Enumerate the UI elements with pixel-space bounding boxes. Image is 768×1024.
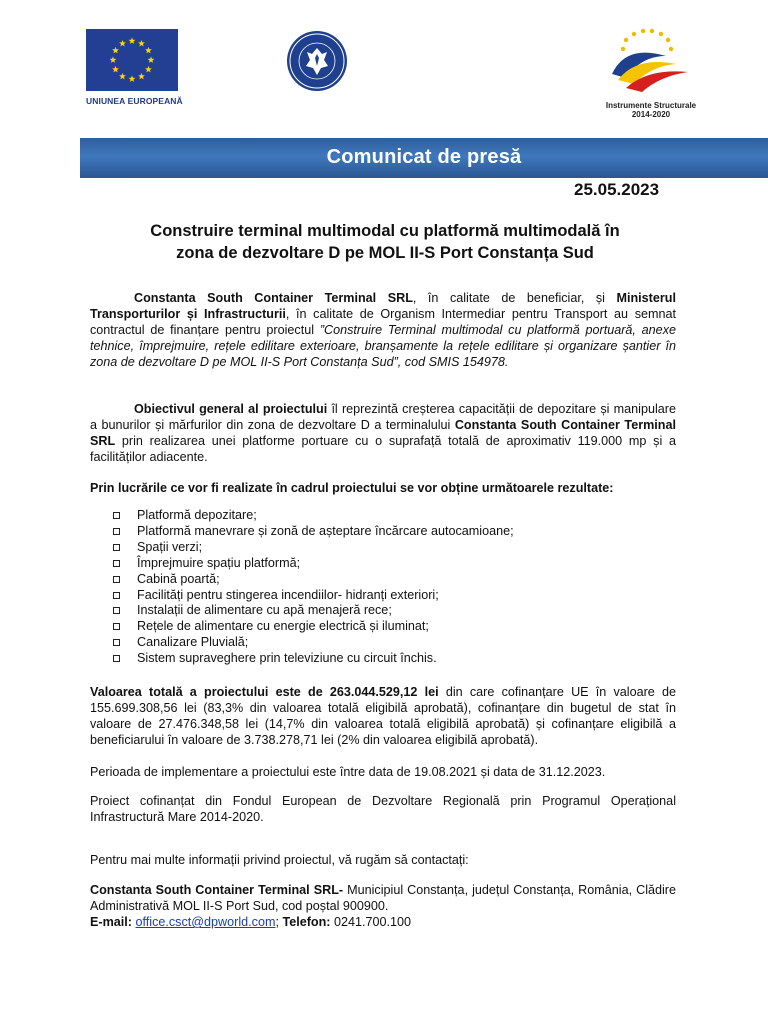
- square-bullet-icon: [113, 623, 120, 630]
- eu-star-icon: [138, 73, 145, 80]
- eu-star-icon: [119, 40, 126, 47]
- result-item-text: Cabină poartă;: [137, 571, 220, 586]
- eu-star-icon: [112, 47, 119, 54]
- contact-company: Constanta South Container Terminal SRL-: [90, 883, 344, 897]
- eu-star-icon: [145, 47, 152, 54]
- paragraph-funding: Proiect cofinanțat din Fondul European de Dezvoltare Regională prin Programul Operațional Infrastructură Mare 2014-2020.: [90, 794, 676, 825]
- structural-instruments-logo: [596, 26, 706, 119]
- paragraph-contract: [90, 290, 676, 370]
- result-item-text: Facilități pentru stingerea incendiilor- hidranți exteriori;: [137, 587, 439, 602]
- value-lead: Valoarea totală a proiectului este de 263.044.529,12 lei: [90, 685, 439, 699]
- press-release-title: [90, 220, 680, 264]
- p1-text-1: , în calitate de beneficiar, și: [412, 291, 617, 305]
- press-release-banner: [80, 138, 768, 178]
- result-item-text: Sistem supraveghere prin televiziune cu circuit închis.: [137, 651, 437, 666]
- value-text: din care cofinanțare UE în valoare de 155.699.308,56 lei (83,3% din valoarea totală eligibilă aprobată), cofinanțare din bugetul de stat în valoare de 27.476.348,58 lei (14,7% din valoarea totală eligibilă aprobată) și cofinanțare eligibilă a beneficiarului în valoare de 3.738.278,71 lei (2% din valoarea eligibilă aprobată).: [90, 685, 677, 748]
- result-item: [113, 588, 514, 604]
- eu-star-icon: [138, 40, 145, 47]
- result-item-text: Platformă manevrare și zonă de așteptare încărcare autocamioane;: [137, 523, 514, 538]
- result-item: [113, 508, 514, 524]
- government-seal-logo: [286, 30, 348, 92]
- result-item: [113, 524, 514, 540]
- p1-text-2: , în calitate de Organism Intermediar pentru Transport au semnat contractul de finanțare pentru proiectul: [90, 307, 676, 338]
- square-bullet-icon: [113, 544, 120, 551]
- email-label: E-mail:: [90, 915, 132, 930]
- structural-instruments-caption: [596, 101, 706, 119]
- square-bullet-icon: [113, 592, 120, 599]
- eu-star-icon: [110, 56, 117, 63]
- company-name-2: Constanta South Container Terminal SRL: [90, 418, 676, 449]
- result-item: [113, 651, 514, 667]
- eu-star-icon: [112, 66, 119, 73]
- eu-star-icon: [129, 75, 136, 82]
- results-heading: Prin lucrările ce vor fi realizate în cadrul proiectului se vor obține următoarele rezultate:: [90, 481, 614, 495]
- title-line-2: zona de dezvoltare D pe MOL II-S Port Constanța Sud: [176, 244, 594, 262]
- email-link[interactable]: office.csct@dpworld.com: [135, 915, 276, 930]
- paragraph-objective: [90, 401, 676, 465]
- result-item: [113, 635, 514, 651]
- result-item-text: Împrejmuire spațiu platformă;: [137, 555, 301, 570]
- project-name: ”Construire Terminal multimodal cu platformă portuară, anexe tehnice, împrejmuire, rețele edilitare exterioare, branșamente la rețele edilitare și organizare șantier în zona de dezvoltare D pe MOL II-S Port Constanța Sud”, cod SMIS 154978.: [90, 323, 676, 370]
- phone-label: Telefon:: [282, 915, 331, 930]
- ministry-name: Ministerul Transporturilor și Infrastructurii: [90, 291, 676, 322]
- contact-separator: ;: [275, 915, 279, 930]
- square-bullet-icon: [113, 607, 120, 614]
- result-item-text: Canalizare Pluvială;: [137, 635, 249, 650]
- banner-title: Comunicat de presă: [326, 146, 522, 168]
- result-item-text: Instalații de alimentare cu apă menajeră rece;: [137, 603, 392, 618]
- paragraph-value: [90, 684, 676, 748]
- square-bullet-icon: [113, 576, 120, 583]
- paragraph-contact-intro: Pentru mai multe informații privind proiectul, vă rugăm să contactați:: [90, 853, 469, 867]
- results-list: [113, 508, 514, 667]
- p2-text-2: prin realizarea unei platforme portuare cu o suprafață totală de aproximativ 119.000 mp și a facilităților adiacente.: [90, 434, 676, 465]
- result-item: [113, 572, 514, 588]
- release-date: 25.05.2023: [574, 180, 660, 199]
- square-bullet-icon: [113, 560, 120, 567]
- result-item: [113, 603, 514, 619]
- result-item: [113, 540, 514, 556]
- eu-flag-icon: [86, 29, 178, 91]
- eu-star-icon: [145, 66, 152, 73]
- is-caption-line1: Instrumente Structurale: [605, 101, 697, 110]
- p2-text-1: îl reprezintă creșterea capacității de depozitare și manipulare a bunurilor și mărfurilor din zona de dezvoltare D a terminalului: [90, 402, 676, 433]
- title-line-1: Construire terminal multimodal cu platformă multimodală în: [150, 222, 620, 240]
- paragraph-period: Perioada de implementare a proiectului este între data de 19.08.2021 și data de 31.12.2023.: [90, 765, 606, 779]
- eu-star-icon: [119, 73, 126, 80]
- eu-star-icon: [148, 56, 155, 63]
- result-item: [113, 619, 514, 635]
- square-bullet-icon: [113, 512, 120, 519]
- result-item-text: Spații verzi;: [137, 539, 203, 554]
- company-name: Constanta South Container Terminal SRL: [134, 291, 413, 305]
- eu-star-icon: [129, 37, 136, 44]
- contact-address: Municipiul Constanța, județul Constanța, România, Clădire Administrativă MOL II-S Port Sud, cod poștal 900900.: [90, 883, 677, 914]
- square-bullet-icon: [113, 639, 120, 646]
- objective-lead: Obiectivul general al proiectului: [134, 402, 328, 416]
- square-bullet-icon: [113, 528, 120, 535]
- contact-block: [90, 882, 676, 930]
- eu-caption: UNIUNEA EUROPEANĂ: [86, 96, 183, 106]
- is-caption-line2: 2014-2020: [631, 110, 671, 119]
- structural-instruments-swoosh-icon: [596, 26, 706, 96]
- eu-logo: [86, 29, 183, 106]
- result-item-text: Rețele de alimentare cu energie electrică și iluminat;: [137, 619, 429, 634]
- square-bullet-icon: [113, 655, 120, 662]
- phone-number: 0241.700.100: [334, 915, 412, 930]
- result-item-text: Platformă depozitare;: [137, 508, 257, 522]
- result-item: [113, 556, 514, 572]
